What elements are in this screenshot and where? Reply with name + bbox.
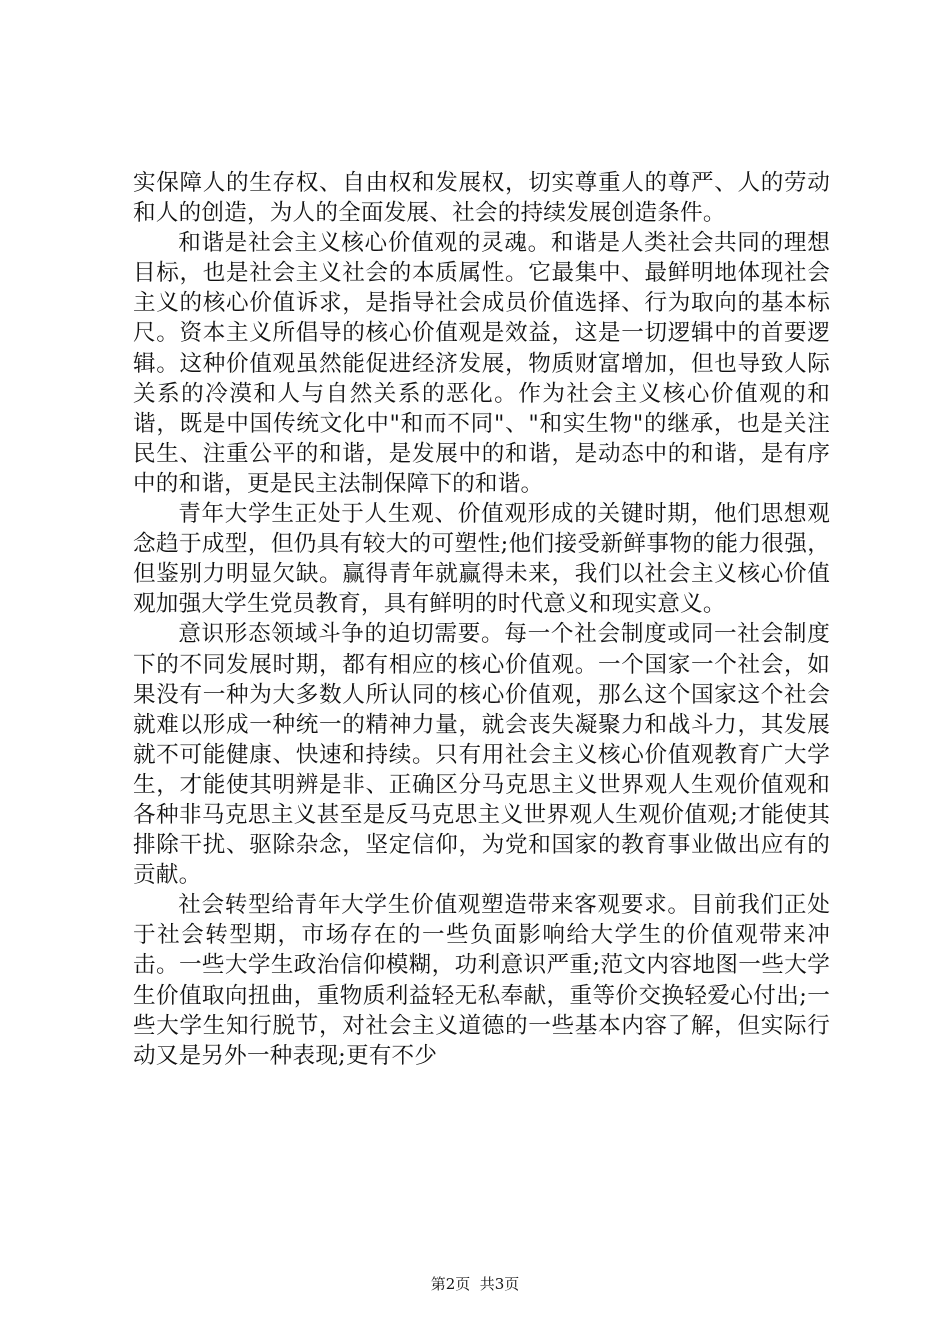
- paragraph-youth-students: 青年大学生正处于人生观、价值观形成的关键时期，他们思想观念趋于成型，但仍具有较大的可塑性;他们接受新鲜事物的能力很强，但鉴别力明显欠缺。赢得青年就赢得未来，我们以社会主义核心价值观加强大学生党员教育，具有鲜明的时代意义和现实意义。: [133, 501, 830, 618]
- paragraph-continuation: 实保障人的生存权、自由权和发展权，切实尊重人的尊严、人的劳动和人的创造，为人的全面发展、社会的持续发展创造条件。: [133, 170, 830, 227]
- paragraph-ideology: 意识形态领域斗争的迫切需要。每一个社会制度或同一社会制度下的不同发展时期，都有相应的核心价值观。一个国家一个社会，如果没有一种为大多数人所认同的核心价值观，那么这个国家这个社会就难以形成一种统一的精神力量，就会丧失凝聚力和战斗力，其发展就不可能健康、快速和持续。只有用社会主义核心价值观教育广大学生，才能使其明辨是非、正确区分马克思主义世界观人生观价值观和各种非马克思主义甚至是反马克思主义世界观人生观价值观;才能使其排除干扰、驱除杂念，坚定信仰，为党和国家的教育事业做出应有的贡献。: [133, 621, 830, 889]
- paragraph-harmony: 和谐是社会主义核心价值观的灵魂。和谐是人类社会共同的理想目标，也是社会主义社会的本质属性。它最集中、最鲜明地体现社会主义的核心价值诉求，是指导社会成员价值选择、行为取向的基本标尺。资本主义所倡导的核心价值观是效益，这是一切逻辑中的首要逻辑。这种价值观虽然能促进经济发展，物质财富增加，但也导致人际关系的冷漠和人与自然关系的恶化。作为社会主义核心价值观的和谐，既是中国传统文化中"和而不同"、"和实生物"的继承，也是关注民生、注重公平的和谐，是发展中的和谐，是动态中的和谐，是有序中的和谐，更是民主法制保障下的和谐。: [133, 230, 830, 497]
- page-number-label: 第2页 共3页: [430, 1275, 520, 1293]
- paragraph-social-transition: 社会转型给青年大学生价值观塑造带来客观要求。目前我们正处于社会转型期，市场存在的一些负面影响给大学生的价值观带来冲击。一些大学生政治信仰模糊，功利意识严重;范文内容地图一些大学生价值取向扭曲，重物质利益轻无私奉献，重等价交换轻爱心付出;一些大学生知行脱节，对社会主义道德的一些基本内容了解，但实际行动又是另外一种表现;更有不少: [133, 892, 830, 1069]
- document-body: [133, 168, 830, 1071]
- page-footer: [0, 1274, 950, 1294]
